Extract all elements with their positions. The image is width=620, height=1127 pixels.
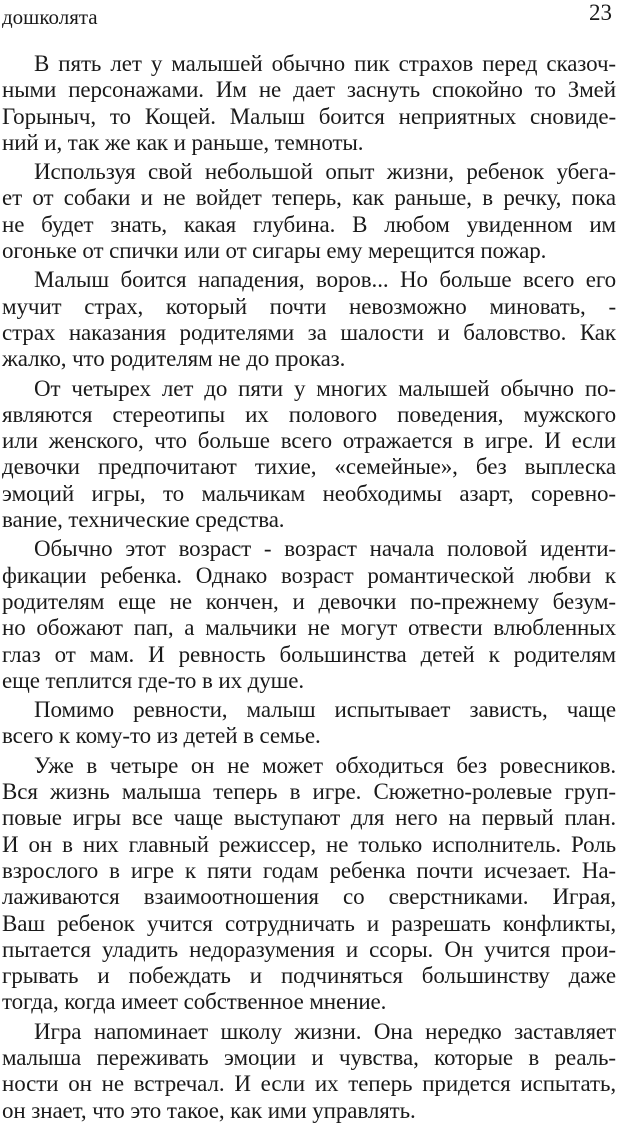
text-line: вание, технические средства. [2,507,285,533]
text-line: являются стереотипы их полового поведения, мужского [2,401,616,427]
text-line: не будет знать, какая глубина. В любом увиденном им [2,211,616,237]
text-line: ний и, так же как и раньше, темноты. [2,129,364,155]
text-line: повые игры все чаще выступают для него на первый план. [2,805,616,831]
text-line: жалко, что родителям не до проказ. [2,346,346,372]
text-line: всего к кому-то из детей в семье. [2,723,321,749]
paragraph [2,536,616,694]
text-line: девочки предпочитают тихие, «семейные», без выплеска [2,454,616,480]
text-line: ности он не встречал. И если их теперь придется испытать, [2,1071,616,1097]
text-line: И он в них главный режиссер, не только исполнитель. Роль [2,831,616,857]
text-line: взрослого в игре к пяти годам ребенка почти исчезает. На- [2,857,616,883]
text-line: Обычно этот возраст - возраст начала половой иденти- [34,536,616,562]
text-line: родителям еще не кончен, и девочки по-прежнему безум- [2,588,616,614]
text-line: Малыш боится нападения, воров... Но больше всего его [34,267,616,293]
text-line: тогда, когда имеет собственное мнение. [2,989,387,1015]
text-line: ными персонажами. Им не дает заснуть спокойно то Змей [2,77,616,103]
text-line: но обожают пап, а мальчики не могут отвести влюбленных [2,615,616,641]
paragraph [2,267,616,372]
body-text [2,51,616,1127]
text-line: Горыныч, то Кощей. Малыш боится неприятных сновиде- [2,103,616,129]
text-line: глаз от мам. И ревность большинства детей к родителям [2,641,616,667]
text-line: лаживаются взаимоотношения со сверстниками. Играя, [2,884,616,910]
paragraph [2,159,616,264]
text-line: Вся жизнь малыша теперь в игре. Сюжетно-ролевые груп- [2,779,616,805]
text-line: грывать и побеждать и подчиняться большинству даже [2,963,616,989]
text-line: страх наказания родителями за шалости и баловство. Как [2,319,616,345]
text-line: он знает, что это такое, как ими управлять. [2,1097,416,1123]
paragraph [2,376,616,534]
text-line: Помимо ревности, малыш испытывает зависть, чаще [34,697,616,723]
text-line: еще теплится где-то в их душе. [2,667,304,693]
page-number: 23 [589,0,612,25]
page-header [0,0,620,40]
text-line: фикации ребенка. Однако возраст романтической любви к [2,562,616,588]
paragraph [2,1019,616,1124]
text-line: Игра напоминает школу жизни. Она нередко заставляет [34,1018,616,1044]
paragraph [2,753,616,1016]
text-line: пытается уладить недоразумения и ссоры. Он учится прои- [2,936,616,962]
text-line: ет от собаки и не войдет теперь, как раньше, в речку, пока [2,185,616,211]
text-line: Используя свой небольшой опыт жизни, ребенок убега- [34,159,616,185]
running-head: дошколята [2,5,98,29]
text-line: От четырех лет до пяти у многих малышей обычно по- [34,375,616,401]
text-line: мучит страх, который почти невозможно миновать, - [2,293,616,319]
text-line: Ваш ребенок учится сотрудничать и разрешать конфликты, [2,910,616,936]
paragraph [2,697,616,750]
text-line: или женского, что больше всего отражается в игре. И если [2,428,616,454]
text-line: Уже в четыре он не может обходиться без ровесников. [34,752,616,778]
text-line: эмоций игры, то мальчикам необходимы азарт, соревно- [2,480,616,506]
text-line: малыша переживать эмоции и чувства, которые в реаль- [2,1044,616,1070]
text-line: В пять лет у малышей обычно пик страхов перед сказоч- [34,51,616,76]
text-line: огоньке от спички или от сигары ему мерещится пожар. [2,238,547,264]
paragraph [2,51,616,156]
